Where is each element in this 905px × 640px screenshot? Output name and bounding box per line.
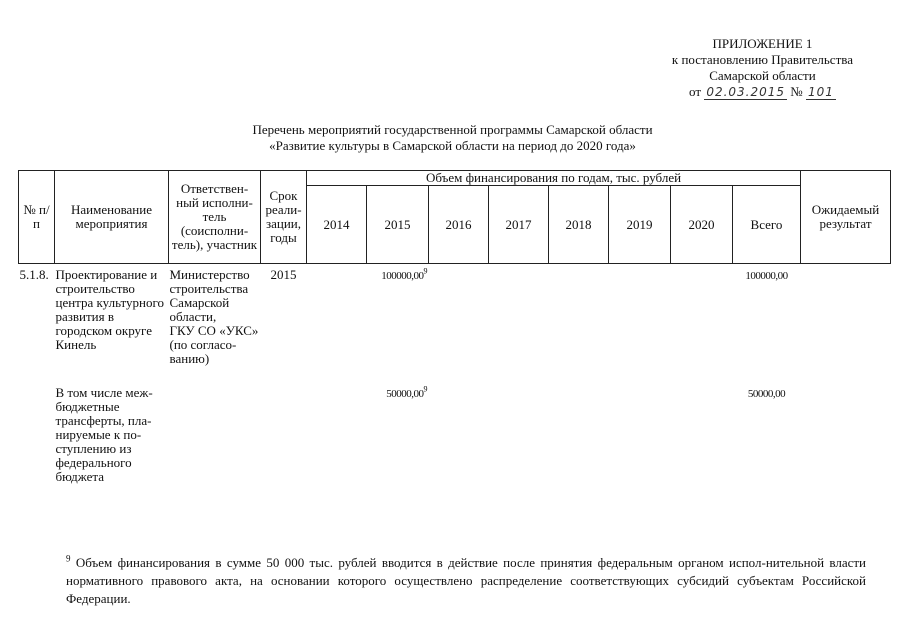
header-year-2017: 2017 (489, 186, 549, 264)
row-period: 2015 (270, 267, 297, 282)
row-value-2015: 50000,00$^9$ (386, 384, 428, 400)
header-funding: Объем финансирования по годам, тыс. рублей (307, 171, 801, 186)
header-num: № п/п (19, 171, 55, 264)
footnote-ref: 9 (423, 384, 428, 394)
document-title-line-2: «Развитие культуры в Самарской области на период до 2020 года» (269, 138, 636, 153)
row-responsible (169, 264, 261, 381)
footnote (66, 554, 866, 608)
appendix-header (672, 36, 853, 100)
footnote-ref: 9 (423, 266, 428, 276)
header-year-2016: 2016 (429, 186, 489, 264)
handwritten-date: 02.03.2015 (706, 85, 786, 99)
row-name: Проектирование и строительство центра культурного развития в городском округе Кинель (55, 267, 165, 352)
header-total: Всего (733, 186, 801, 264)
from-label: от (689, 84, 702, 99)
header-year-2015: 2015 (367, 186, 429, 264)
row-total: 100000,00 (745, 270, 788, 282)
measures-table (18, 170, 891, 484)
row-name: В том числе меж-бюджетные трансферты, пла-нируемые к по-ступлению из федерального бюджета (55, 385, 153, 484)
header-year-2020: 2020 (671, 186, 733, 264)
table-row (19, 264, 891, 381)
appendix-line-1: к постановлению Правительства (671, 52, 853, 67)
header-year-2019: 2019 (609, 186, 671, 264)
number-label: № (790, 84, 803, 99)
row-num: 5.1.8. (19, 267, 49, 282)
responsible-ministry: Министерство строительства Самарской области, (169, 267, 250, 324)
handwritten-number: 101 (807, 85, 834, 99)
footnote-text: Объем финансирования в сумме 50 000 тыс. рублей вводится в действие после принятия федеральным органом испол-нительной власти нормативного правового акта, на основании которого осуществлено распределение соответствующих субсидий субъектам Российской Федерации. (66, 555, 867, 606)
document-title (0, 122, 905, 154)
header-period: Срок реали-зации, годы (261, 171, 307, 264)
header-name: Наименование мероприятия (55, 171, 169, 264)
header-result: Ожидаемый результат (801, 171, 891, 264)
row-value-2015: 100000,00$^9$ (381, 266, 428, 282)
appendix-line-2: Самарской области (709, 68, 816, 83)
header-year-2018: 2018 (549, 186, 609, 264)
row-total: 50000,00 (747, 388, 786, 400)
document-title-line-1: Перечень мероприятий государственной программы Самарской области (252, 122, 653, 137)
appendix-date-line (672, 84, 853, 100)
header-year-2014: 2014 (307, 186, 367, 264)
header-responsible: Ответствен-ный исполни-тель (соисполни-тель), участник (169, 171, 261, 264)
table-row (19, 380, 891, 484)
footnote-mark: 9 (66, 553, 71, 564)
appendix-title: ПРИЛОЖЕНИЕ 1 (712, 36, 813, 51)
responsible-agency: ГКУ СО «УКС» (по согласо-ванию) (169, 323, 259, 366)
